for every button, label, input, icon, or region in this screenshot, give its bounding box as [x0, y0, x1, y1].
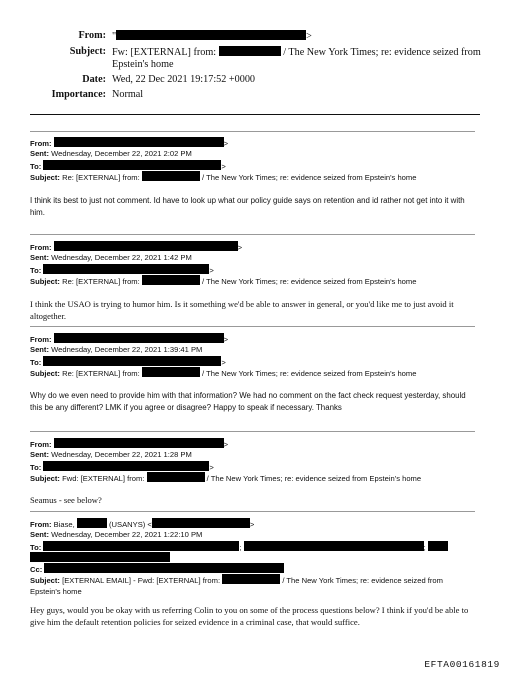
sent-value: Wednesday, December 22, 2021 1:42 PM: [51, 253, 192, 263]
redaction-block: [44, 563, 284, 573]
sent-value: Wednesday, December 22, 2021 2:02 PM: [51, 149, 192, 159]
document-id: EFTA00161819: [424, 659, 500, 670]
email-message-header: From: > Sent: Wednesday, December 22, 2021 2:02 PM To: > Subject: Re: [EXTERNAL] from: / The New York Times; re: evidence seized from Epstein's home: [30, 139, 417, 182]
email-message-header: From: > Sent: Wednesday, December 22, 2021 1:39:41 PM To: > Subject: Re: [EXTERNAL] from: / The New York Times; re: evidence seized from Epstein's home: [30, 335, 417, 378]
date-value: Wed, 22 Dec 2021 19:17:52 +0000: [112, 74, 256, 85]
sent-value: Wednesday, December 22, 2021 1:22:10 PM: [51, 530, 203, 540]
email-body: Seamus - see below?: [30, 495, 102, 505]
separator-line: [30, 131, 475, 132]
redaction-block: [77, 518, 107, 528]
redaction-block: [43, 160, 221, 170]
from-value: " >: [112, 31, 312, 42]
separator-line: [30, 431, 475, 432]
redaction-block: [116, 30, 306, 40]
redaction-block: [54, 438, 224, 448]
redaction-block: [43, 356, 221, 366]
redaction-block: [142, 275, 200, 285]
date-label: Date:: [82, 74, 106, 85]
redaction-block: [54, 137, 224, 147]
sent-value: Wednesday, December 22, 2021 1:39:41 PM: [51, 345, 203, 355]
from-label: From:: [78, 30, 106, 41]
email-message-header: From: Biase, (USANYS) < > Sent: Wednesday, December 22, 2021 1:22:10 PM To: ; ; Cc: Subject: [EXTERNAL EMAIL] - Fwd: [EXTERNAL] from: / The New York Times; re: evidence seized from Epstein's home: [30, 518, 490, 597]
email-message-header: From: > Sent: Wednesday, December 22, 2021 1:28 PM To: > Subject: Fwd: [EXTERNAL] from: / The New York Times; re: evidence seized from Epstein's home: [30, 440, 422, 483]
importance-value: Normal: [112, 89, 144, 100]
redaction-block: [244, 541, 424, 551]
redaction-block: [30, 552, 170, 562]
redaction-block: [54, 333, 224, 343]
subject-label: Subject:: [69, 46, 106, 57]
email-body: Hey guys, would you be okay with us referring Colin to you on some of the process questions below? I think if you'd be able to give him the default retention policies for seized evidence in a criminal case, that would suffice.: [30, 605, 469, 627]
header-divider: [30, 114, 480, 115]
redaction-block: [147, 472, 205, 482]
redaction-block: [43, 264, 209, 274]
redaction-block: [428, 541, 448, 551]
sent-value: Wednesday, December 22, 2021 1:28 PM: [51, 450, 192, 460]
subject-value-line2: Epstein's home: [112, 59, 174, 70]
redaction-block: [142, 367, 200, 377]
email-body: I think its best to just not comment. Id have to look up what our policy guide says on retention and id rather not get into it with him.: [30, 196, 465, 217]
redaction-block: [43, 461, 209, 471]
redaction-block: [222, 574, 280, 584]
separator-line: [30, 234, 475, 235]
redaction-block: [142, 171, 200, 181]
separator-line: [30, 511, 475, 512]
email-message-header: From: > Sent: Wednesday, December 22, 2021 1:42 PM To: > Subject: Re: [EXTERNAL] from: / The New York Times; re: evidence seized from Epstein's home: [30, 243, 417, 286]
redaction-block: [54, 241, 238, 251]
importance-label: Importance:: [51, 89, 106, 100]
redaction-block: [43, 541, 239, 551]
redaction-block: [219, 46, 281, 56]
email-body: Why do we even need to provide him with that information? We had no comment on the fact check request yesterday, should this be any different? LMK if you agree or disagree? Happy to speak if necessary. Thanks: [30, 391, 466, 412]
email-body: I think the USAO is trying to humor him. Is it something we'd be able to answer in general, or you'd like me to just avoid it altogether.: [30, 299, 454, 321]
subject-value: Fw: [EXTERNAL] from: / The New York Times; re: evidence seized from: [112, 47, 481, 58]
separator-line: [30, 326, 475, 327]
redaction-block: [152, 518, 250, 528]
